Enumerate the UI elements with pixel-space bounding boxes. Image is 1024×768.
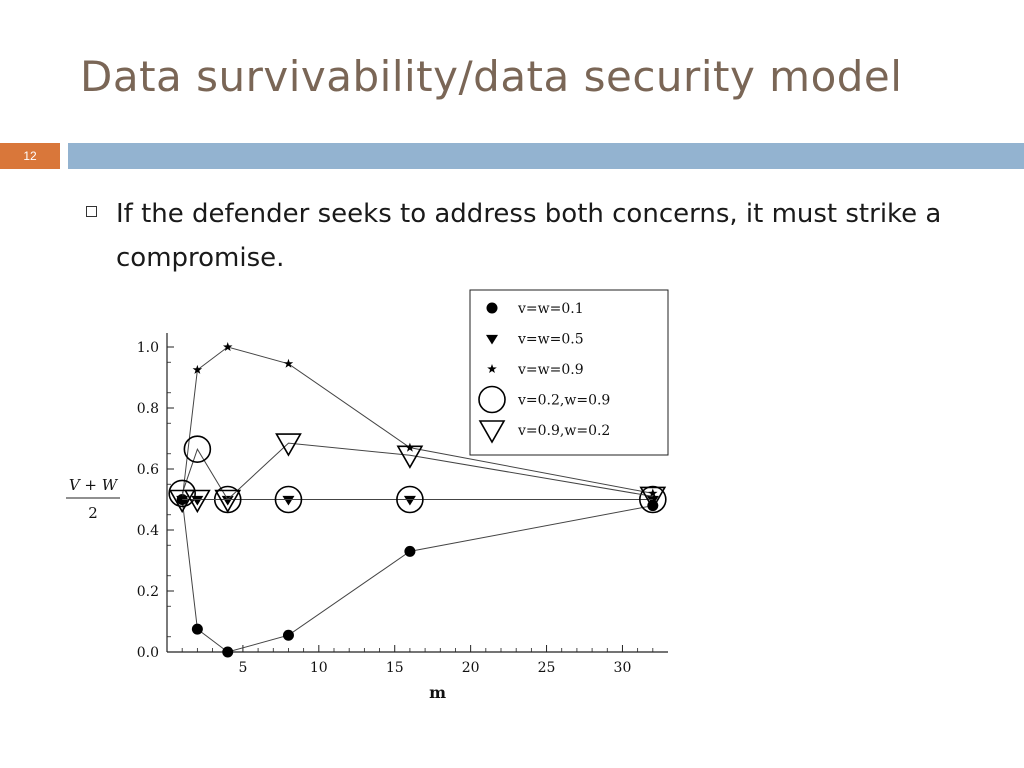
y-tick-label: 0.4 [136, 523, 159, 539]
bullet-text: If the defender seeks to address both concerns, it must strike a compromise. [116, 199, 942, 273]
y-tick-label: 0.2 [136, 584, 159, 600]
series-1 [177, 494, 659, 658]
y-axis-label-denominator: 2 [88, 504, 98, 522]
data-point [283, 630, 294, 641]
series-line [182, 500, 653, 653]
data-point [282, 496, 294, 506]
x-tick-label: 20 [461, 660, 480, 676]
x-tick-label: 15 [385, 660, 404, 676]
data-point [404, 496, 416, 506]
legend-label: v=w=0.9 [518, 362, 584, 378]
x-tick-label: 25 [537, 660, 556, 676]
slide-number: 12 [0, 143, 60, 169]
x-tick-label: 30 [613, 660, 632, 676]
data-point [222, 647, 233, 658]
data-point [276, 434, 300, 455]
y-axis-label-numerator: V + W [68, 476, 118, 494]
data-point [192, 624, 203, 635]
x-tick-label: 10 [309, 660, 328, 676]
y-tick-label: 0.8 [136, 401, 159, 417]
data-point [405, 443, 415, 452]
y-tick-label: 1.0 [136, 340, 159, 356]
legend-label: v=0.9,w=0.2 [518, 423, 611, 439]
slide-title: Data survivability/data security model [80, 52, 903, 101]
data-point [404, 546, 415, 557]
legend [470, 290, 668, 455]
legend-marker [487, 303, 498, 314]
y-tick-label: 0.0 [136, 645, 159, 661]
x-tick-label: 5 [238, 660, 248, 676]
legend-label: v=w=0.5 [518, 331, 584, 348]
legend-label: v=w=0.1 [518, 301, 584, 317]
legend-label: v=0.2,w=0.9 [518, 392, 611, 409]
x-axis-label: m [429, 683, 447, 702]
series-2 [176, 496, 659, 506]
y-tick-label: 0.6 [136, 462, 159, 478]
